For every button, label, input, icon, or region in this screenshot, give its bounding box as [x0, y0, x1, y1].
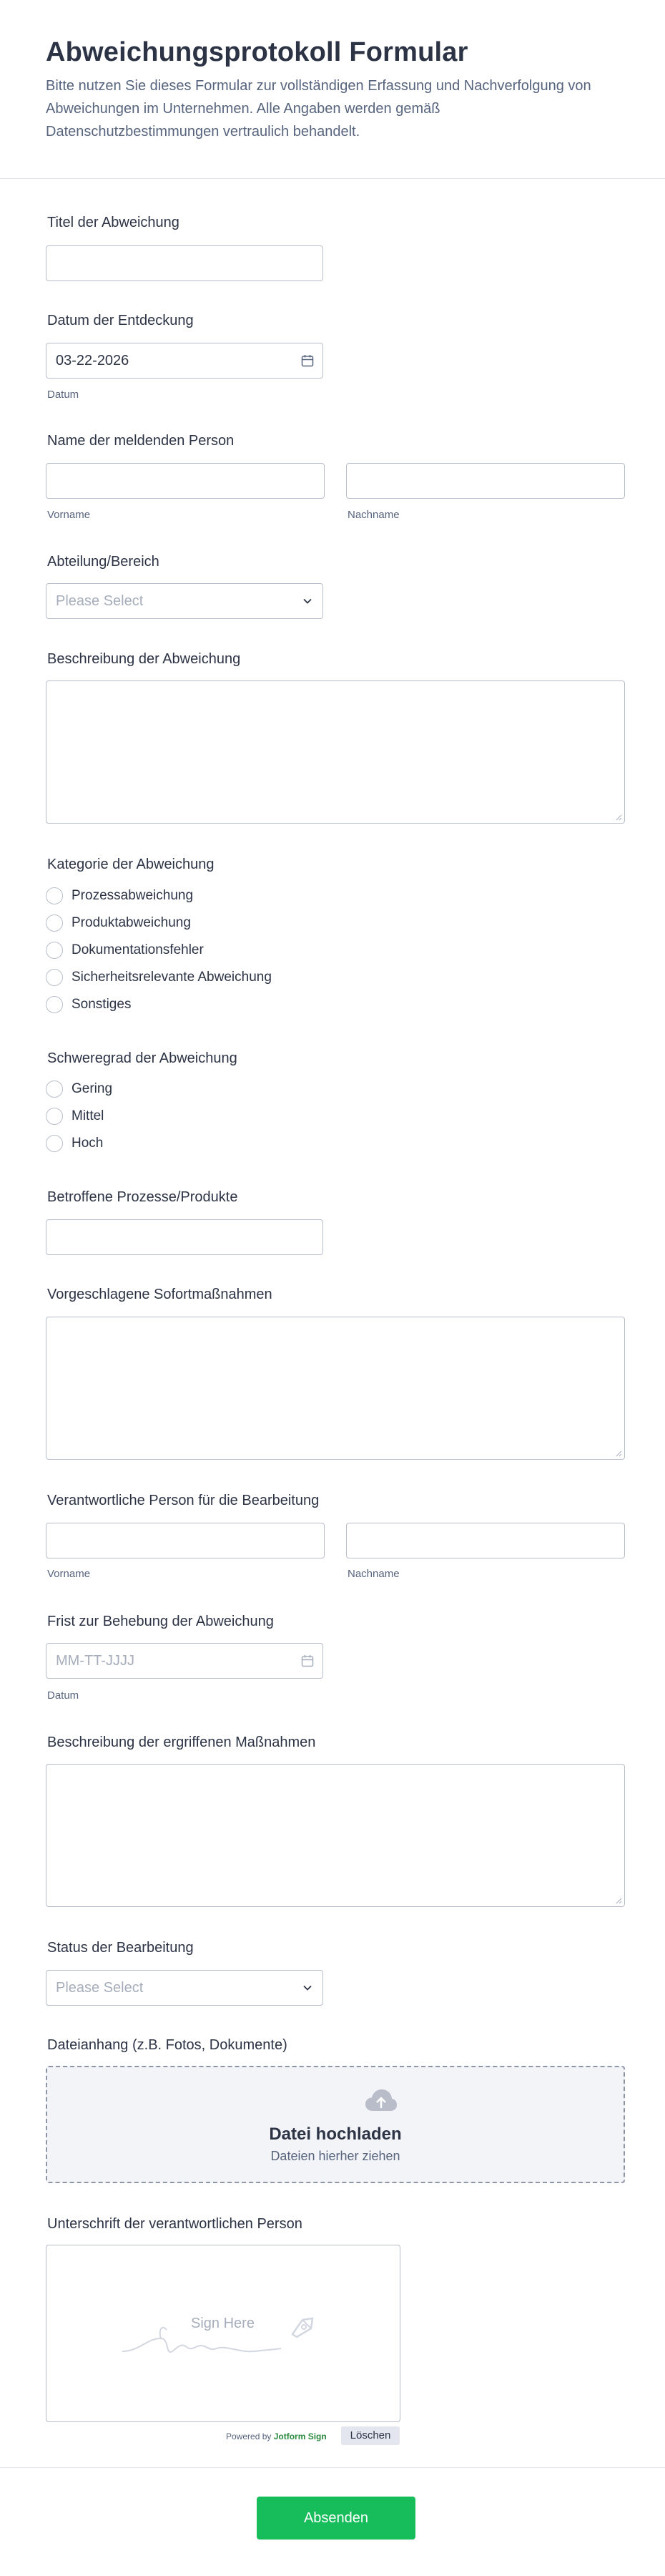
radio-button[interactable]	[46, 996, 63, 1013]
chevron-down-icon	[302, 596, 312, 606]
powered-brand-link[interactable]: Jotform Sign	[273, 2431, 327, 2441]
discovery-date-sublabel: Datum	[47, 389, 79, 401]
category-label: Kategorie der Abweichung	[47, 857, 215, 872]
reporter-last-sublabel: Nachname	[348, 509, 400, 521]
severity-option-label: Hoch	[72, 1136, 104, 1151]
category-option-label: Prozessabweichung	[72, 888, 194, 903]
responsible-first-sublabel: Vorname	[47, 1568, 91, 1580]
calendar-icon[interactable]	[301, 1654, 314, 1667]
clear-signature-button[interactable]: Löschen	[341, 2426, 400, 2445]
chevron-down-icon	[302, 1983, 312, 1993]
discovery-date-value: 03-22-2026	[56, 353, 129, 369]
actions-taken-label: Beschreibung der ergriffenen Maßnahmen	[47, 1735, 316, 1750]
severity-option-label: Mittel	[72, 1108, 104, 1123]
severity-option[interactable]	[46, 1079, 112, 1099]
category-option[interactable]	[46, 940, 204, 960]
immediate-actions-textarea[interactable]	[46, 1317, 625, 1460]
department-label: Abteilung/Bereich	[47, 554, 159, 570]
attachment-label: Dateianhang (z.B. Fotos, Dokumente)	[47, 2037, 287, 2053]
immediate-actions-label: Vorgeschlagene Sofortmaßnahmen	[47, 1287, 272, 1302]
deadline-placeholder: MM-TT-JJJJ	[56, 1653, 134, 1669]
title-label: Titel der Abweichung	[47, 215, 179, 230]
resize-grip-icon[interactable]	[614, 812, 622, 821]
deadline-input[interactable]	[46, 1643, 323, 1679]
form-title: Abweichungsprotokoll Formular	[46, 37, 468, 67]
signature-pad[interactable]	[46, 2245, 400, 2422]
signature-label: Unterschrift der verantwortlichen Person	[47, 2216, 302, 2232]
responsible-label: Verantwortliche Person für die Bearbeitung	[47, 1493, 320, 1508]
radio-button[interactable]	[46, 914, 63, 932]
deadline-sublabel: Datum	[47, 1689, 79, 1702]
cloud-upload-icon	[364, 2087, 398, 2115]
powered-prefix: Powered by	[226, 2431, 272, 2441]
severity-option-label: Gering	[72, 1081, 113, 1096]
actions-taken-textarea[interactable]	[46, 1764, 625, 1907]
severity-label: Schweregrad der Abweichung	[47, 1050, 237, 1066]
title-input[interactable]	[46, 245, 323, 281]
radio-button[interactable]	[46, 1108, 63, 1125]
severity-option[interactable]	[46, 1106, 104, 1126]
category-option[interactable]	[46, 967, 272, 987]
signature-hint: Sign Here	[191, 2316, 255, 2331]
file-upload-dropzone[interactable]	[46, 2066, 625, 2183]
category-option-label: Produktabweichung	[72, 915, 191, 930]
radio-button[interactable]	[46, 1135, 63, 1152]
submit-button[interactable]: Absenden	[257, 2497, 415, 2540]
category-option-label: Dokumentationsfehler	[72, 942, 204, 957]
radio-button[interactable]	[46, 887, 63, 904]
discovery-date-input[interactable]	[46, 343, 323, 379]
category-option-label: Sonstiges	[72, 997, 132, 1012]
deadline-label: Frist zur Behebung der Abweichung	[47, 1614, 274, 1629]
department-placeholder: Please Select	[56, 593, 144, 609]
affected-input[interactable]	[46, 1219, 323, 1255]
upload-title: Datei hochladen	[269, 2124, 402, 2144]
calendar-icon[interactable]	[301, 354, 314, 367]
upload-subtitle: Dateien hierher ziehen	[270, 2149, 400, 2163]
status-label: Status der Bearbeitung	[47, 1940, 194, 1956]
radio-button[interactable]	[46, 1080, 63, 1098]
responsible-first-name-input[interactable]	[46, 1523, 325, 1558]
responsible-last-sublabel: Nachname	[348, 1568, 400, 1580]
footer-divider	[0, 2467, 665, 2468]
powered-by-text	[226, 2431, 327, 2441]
resize-grip-icon[interactable]	[614, 1448, 622, 1457]
pen-icon	[288, 2313, 320, 2340]
affected-label: Betroffene Prozesse/Produkte	[47, 1189, 238, 1205]
responsible-last-name-input[interactable]	[346, 1523, 625, 1558]
status-placeholder: Please Select	[56, 1980, 144, 1996]
description-label: Beschreibung der Abweichung	[47, 651, 241, 667]
form-description: Bitte nutzen Sie dieses Formular zur vollständigen Erfassung und Nachverfolgung von Abweichungen im Unternehmen. Alle Angaben werden gemäß Datenschutzbestimmungen vertraulich behandelt.	[46, 78, 591, 140]
category-option[interactable]	[46, 913, 191, 933]
category-option[interactable]	[46, 995, 131, 1015]
category-option-label: Sicherheitsrelevante Abweichung	[72, 970, 272, 985]
radio-button[interactable]	[46, 942, 63, 959]
category-option[interactable]	[46, 886, 193, 906]
description-textarea[interactable]	[46, 680, 625, 824]
reporter-last-name-input[interactable]	[346, 463, 625, 499]
radio-button[interactable]	[46, 969, 63, 986]
reporter-first-sublabel: Vorname	[47, 509, 91, 521]
status-select[interactable]	[46, 1970, 323, 2006]
severity-option[interactable]	[46, 1133, 103, 1153]
form-header	[0, 0, 665, 179]
reporter-first-name-input[interactable]	[46, 463, 325, 499]
department-select[interactable]	[46, 583, 323, 619]
reporter-label: Name der meldenden Person	[47, 433, 235, 449]
resize-grip-icon[interactable]	[614, 1896, 622, 1904]
discovery-date-label: Datum der Entdeckung	[47, 313, 194, 328]
